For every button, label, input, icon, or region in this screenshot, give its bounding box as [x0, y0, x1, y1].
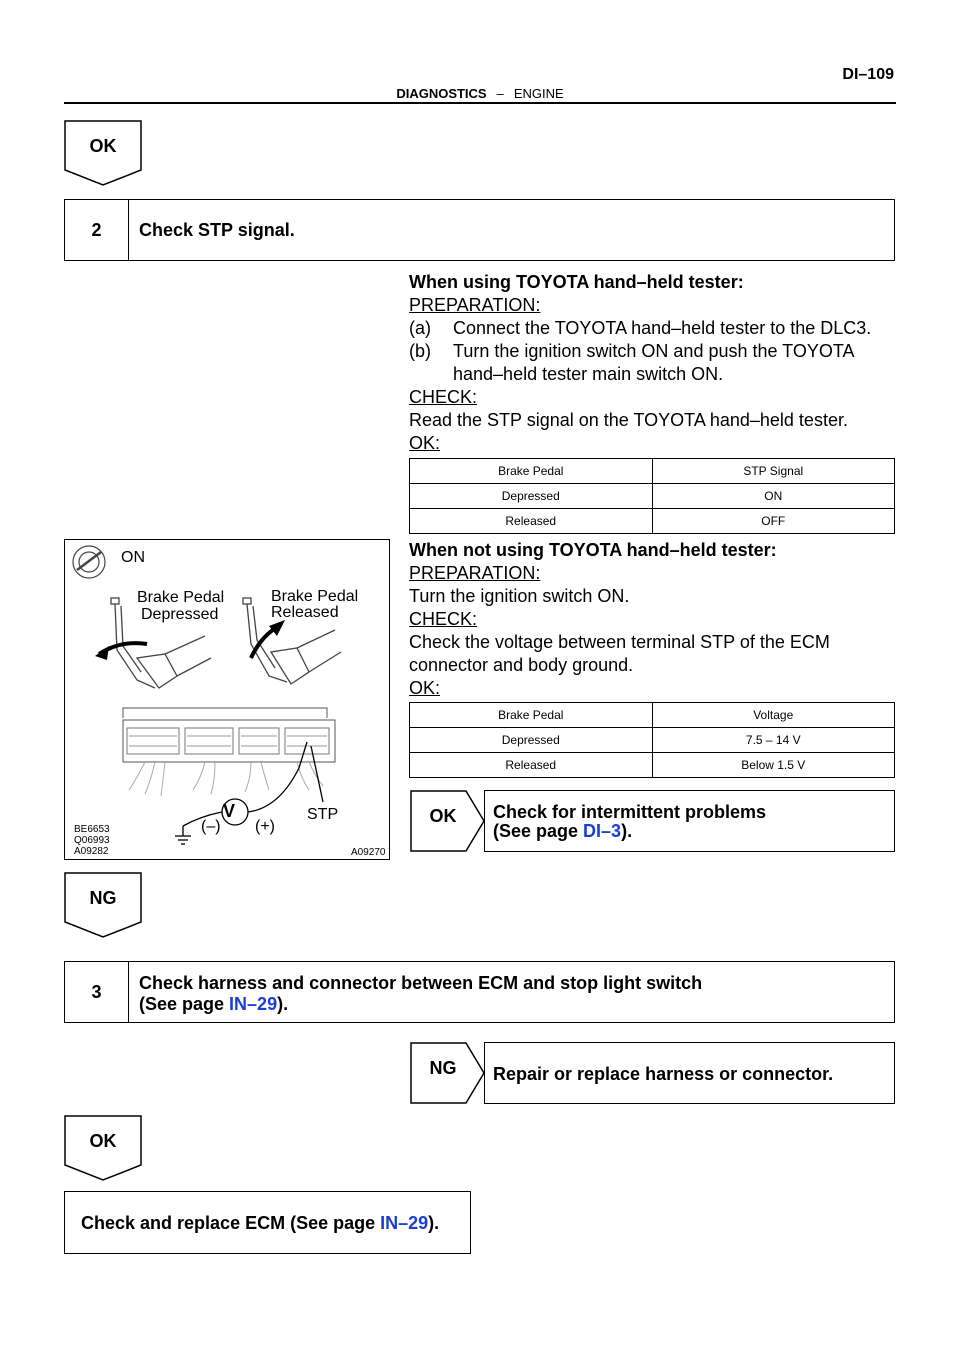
figure-code: A09282: [74, 846, 109, 857]
ecm-connector-icon: [123, 708, 335, 796]
result-ng-tag: [410, 1042, 485, 1104]
result-ng-text: Repair or replace harness or connector.: [493, 1064, 834, 1084]
ok-label: OK:: [409, 678, 441, 698]
table-header-row: [410, 703, 895, 728]
result-ok-line2: [493, 822, 632, 841]
page-link-di3[interactable]: DI–3: [583, 821, 622, 841]
table-header-cell: STP Signal: [652, 459, 895, 484]
plus-terminal-label: (+): [255, 818, 275, 835]
instruction-step-label: (a): [409, 318, 431, 338]
final-action-box: [64, 1191, 471, 1254]
flow-ng-tag: [64, 872, 142, 938]
released-label-2: Released: [271, 604, 339, 621]
result-ok-box: [484, 790, 895, 852]
header-rule: [64, 102, 896, 104]
step-title-suffix: ).: [277, 994, 289, 1014]
preparation-label: PREPARATION:: [409, 563, 541, 583]
flow-tag-label: OK: [89, 1131, 117, 1151]
figure-id: A09270: [351, 847, 386, 858]
step-title-line2: [139, 994, 288, 1015]
step-3-box: [64, 961, 895, 1023]
step-title-line1: Check harness and connector between ECM and stop light switch: [139, 973, 703, 993]
depressed-label-2: Depressed: [141, 606, 219, 623]
flow-tag-label: NG: [89, 888, 117, 908]
ok-label: OK:: [409, 433, 441, 453]
check-label: CHECK:: [409, 609, 478, 629]
table-cell: ON: [652, 484, 895, 509]
preparation-text: Turn the ignition switch ON.: [409, 586, 630, 606]
check-text: Check the voltage between terminal STP of the ECM connector and body ground.: [409, 632, 830, 675]
table-row: [410, 509, 895, 534]
table-cell: Below 1.5 V: [652, 753, 895, 778]
voltmeter-icon: [175, 742, 323, 844]
final-action-prefix: Check and replace ECM (See page: [81, 1213, 381, 1233]
instruction-step-text: Turn the ignition switch ON and push the TOYOTA hand–held tester main switch ON.: [453, 341, 854, 384]
stp-terminal-label: STP: [307, 806, 339, 823]
step-title-prefix: (See page: [139, 994, 230, 1014]
table-cell: Released: [410, 753, 653, 778]
table-header-cell: Brake Pedal: [410, 703, 653, 728]
header-section: DIAGNOSTICS: [396, 86, 487, 101]
minus-terminal-label: (–): [201, 818, 221, 835]
page-number: DI–109: [842, 66, 894, 83]
table-row: [410, 753, 895, 778]
result-ok-line1: Check for intermittent problems: [493, 802, 767, 822]
header-subsection: ENGINE: [513, 86, 564, 101]
table-cell: 7.5 – 14 V: [652, 728, 895, 753]
no-tester-heading: When not using TOYOTA hand–held tester:: [409, 540, 777, 560]
preparation-label: PREPARATION:: [409, 295, 541, 315]
brake-pedal-figure: [64, 539, 390, 860]
step-number: 3: [65, 962, 129, 1022]
voltage-table: [409, 702, 895, 778]
result-tag-label: OK: [429, 806, 457, 826]
page-header: [0, 86, 960, 101]
step-2-box: [64, 199, 895, 261]
table-row: [410, 728, 895, 753]
result-ng-box: [484, 1042, 895, 1104]
final-action-suffix: ).: [428, 1213, 440, 1233]
figure-code: BE6653: [74, 824, 110, 835]
table-cell: Released: [410, 509, 653, 534]
header-separator: –: [496, 86, 504, 101]
result-ok-prefix: (See page: [493, 821, 584, 841]
page-link-in29[interactable]: IN–29: [229, 994, 278, 1014]
flow-ok-tag: [64, 120, 142, 186]
figure-code: Q06993: [74, 835, 110, 846]
result-ok-tag: [410, 790, 485, 852]
check-label: CHECK:: [409, 387, 478, 407]
table-cell: Depressed: [410, 728, 653, 753]
result-tag-label: NG: [429, 1058, 457, 1078]
depressed-label-1: Brake Pedal: [137, 589, 225, 606]
flow-tag-label: OK: [89, 136, 117, 156]
instruction-step-label: (b): [409, 341, 431, 361]
table-header-row: [410, 459, 895, 484]
check-text: Read the STP signal on the TOYOTA hand–held tester.: [409, 410, 848, 430]
step-title: Check STP signal.: [139, 220, 295, 240]
ignition-key-icon: [73, 546, 105, 578]
result-ok-suffix: ).: [621, 821, 633, 841]
table-header-cell: Voltage: [652, 703, 895, 728]
released-label-1: Brake Pedal: [271, 588, 359, 605]
step-number: 2: [65, 200, 129, 260]
voltmeter-symbol: V: [223, 801, 236, 821]
table-header-cell: Brake Pedal: [410, 459, 653, 484]
flow-ok-tag: [64, 1115, 142, 1181]
table-cell: Depressed: [410, 484, 653, 509]
final-action-text: [81, 1213, 439, 1234]
ignition-on-label: ON: [121, 549, 145, 566]
table-cell: OFF: [652, 509, 895, 534]
page-link-in29[interactable]: IN–29: [380, 1213, 429, 1233]
stp-signal-table: [409, 458, 895, 534]
instruction-step-text: Connect the TOYOTA hand–held tester to the DLC3.: [453, 318, 872, 338]
table-row: [410, 484, 895, 509]
tester-heading: When using TOYOTA hand–held tester:: [409, 272, 744, 292]
